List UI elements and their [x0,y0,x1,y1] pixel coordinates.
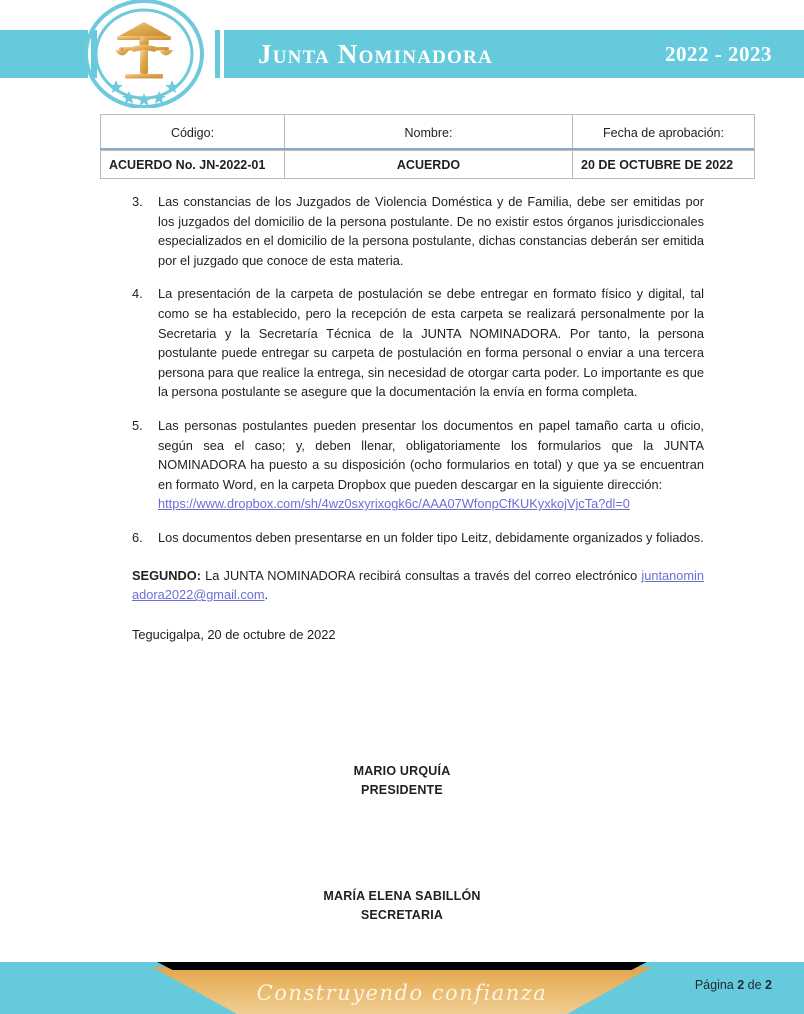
list-item-number: 5. [132,417,143,433]
table-cell-fecha: 20 DE OCTUBRE DE 2022 [573,151,755,179]
table-header-row [101,115,755,151]
page-total: 2 [765,978,772,992]
signature-block-president [0,762,804,800]
signature-name: MARIO URQUÍA [353,764,451,778]
page-middle: de [744,978,766,992]
table-cell-nombre: ACUERDO [285,151,573,179]
list-item [100,284,704,402]
segundo-text-after: . [264,587,269,603]
document-body [100,192,704,644]
document-metadata-table [100,114,755,179]
page-current: 2 [737,978,745,992]
list-item-number: 6. [132,529,143,545]
table-row [101,151,755,179]
segundo-paragraph [100,566,704,605]
table-header-nombre: Nombre: [285,115,573,151]
list-item [100,528,704,548]
page-number [695,976,772,994]
signature-role: SECRETARIA [360,908,444,922]
page-prefix: Página [694,978,738,992]
signature-role: PRESIDENTE [361,783,443,797]
list-item-text: Las constancias de los Juzgados de Violencia Doméstica y de Familia, debe ser emitidas por los juzgados del domicilio de la persona postulante. De no existir estos órganos jurisdiccionales especializados en el domicilio de la persona postulante, dichas constancias deberán ser emitida por el juzgado que conoce de esta materia. [158,194,704,268]
header-divider-right [215,30,220,78]
page-footer [0,962,804,1014]
signature-block-secretary [0,887,804,925]
header-years: 2022 - 2023 [665,42,772,66]
list-item-text: Las personas postulantes pueden presentar los documentos en papel tamaño carta u oficio, según sea el caso; y, deben llenar, obligatoriamente los formularios que la JUNTA NOMINADORA ha puesto a su disposición (ocho formularios en total) y que ya se encuentran en formato Word, en la carpeta Dropbox que pueden descargar en la siguiente dirección: [158,417,704,492]
signature-name: MARÍA ELENA SABILLÓN [323,889,481,903]
email-link[interactable]: juntanominadora2022@gmail.com [132,567,704,603]
dropbox-link[interactable]: https://www.dropbox.com/sh/4wz0sxyrixogk6c/AAA07WfonpCfKUKyxkojVjcTa?dl=0 [158,496,630,512]
segundo-text-before: La JUNTA NOMINADORA recibirá consultas a través del correo electrónico [200,567,642,583]
place-and-date: Tegucigalpa, 20 de octubre de 2022 [132,626,336,642]
page-title: Junta Nominadora [258,39,493,69]
page-header [0,0,804,108]
footer-black-band [147,962,657,970]
table-accent-rule [100,148,754,150]
list-item-text: La presentación de la carpeta de postulación se debe entregar en formato físico y digital, tal como se ha establecido, pero la recepción de esta carpeta se realizará personalmente por la Secretaria y la Secretaría Técnica de la JUNTA NOMINADORA. Por tanto, la persona postulante puede entregar su carpeta de postulación en forma personal o enviar a una tercera persona para que realice la entrega, sin necesidad de otorgar carta poder. Lo importante es que la persona postulante se asegure que la documentación la envía en forma completa. [158,286,704,400]
junta-nominadora-seal-icon [79,0,209,108]
table-cell-codigo: ACUERDO No. JN-2022-01 [101,151,285,179]
list-item-number: 3. [132,194,143,209]
list-item-text: Los documentos deben presentarse en un folder tipo Leitz, debidamente organizados y foliados. [158,529,704,545]
segundo-label: SEGUNDO: [132,567,201,583]
list-item-number: 4. [132,286,143,302]
numbered-items-list [100,192,704,548]
list-item [100,416,704,514]
footer-slogan: Construyendo confianza [256,981,548,1005]
table-header-codigo: Código: [101,115,285,151]
header-bar-left [0,30,88,78]
table-header-fecha: Fecha de aprobación: [573,115,755,151]
list-item [100,192,704,270]
